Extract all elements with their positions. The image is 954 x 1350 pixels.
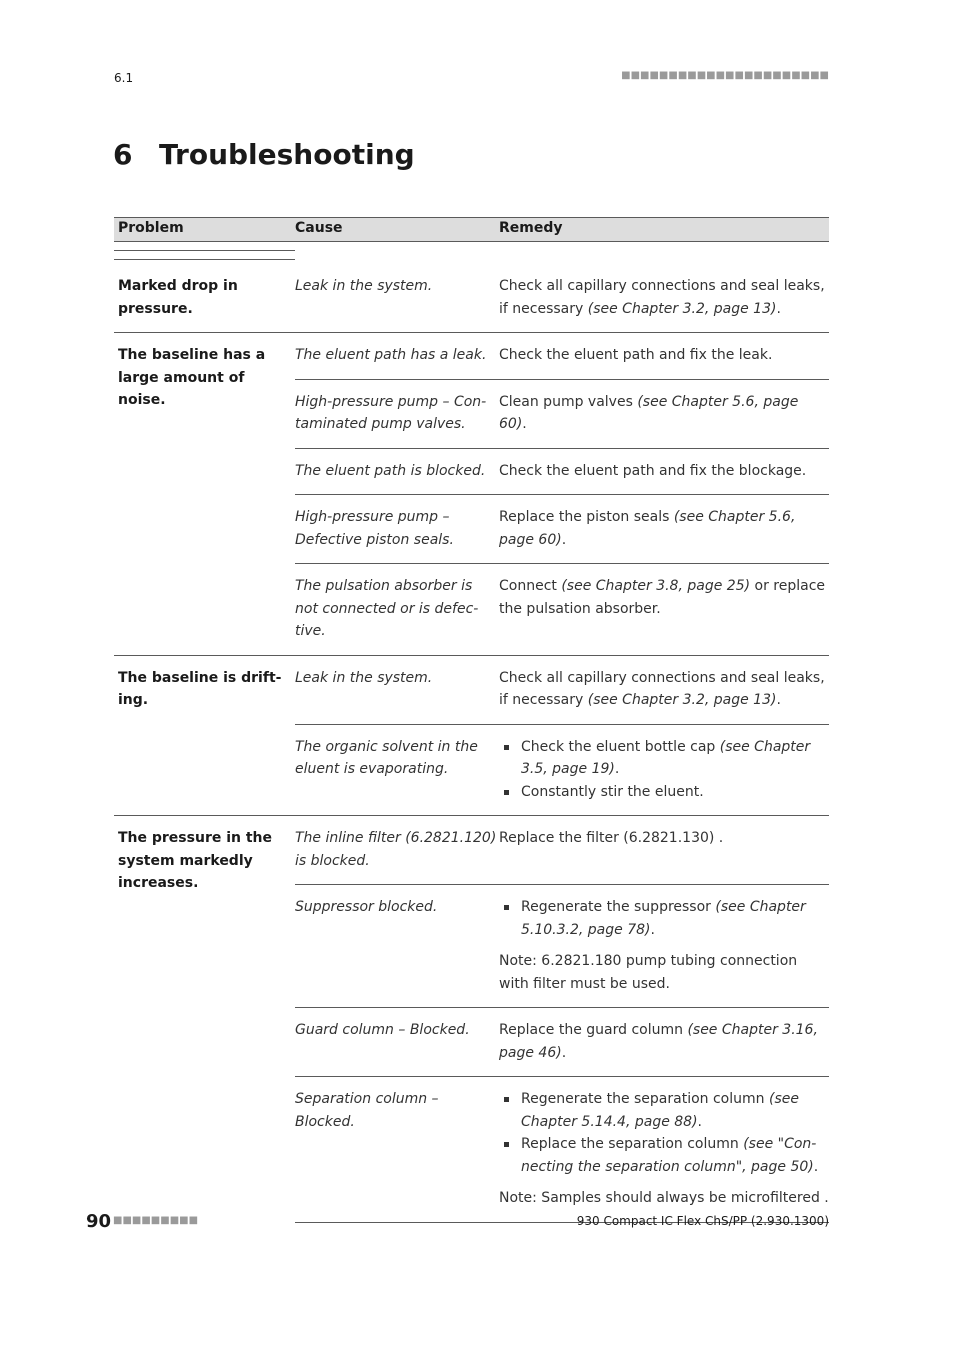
remedy-text: Replace the piston seals: [499, 509, 670, 525]
remedy-tail: .: [561, 1044, 567, 1061]
chapter-number: 6: [113, 138, 133, 171]
remedy-cell: [499, 1008, 829, 1076]
chapter-title: [113, 138, 415, 171]
header-remedy: Remedy: [499, 220, 563, 236]
remedy-cell: [499, 885, 829, 1007]
table-row: [295, 564, 829, 655]
header-problem: Problem: [118, 220, 184, 236]
remedy-tail: .: [776, 692, 781, 708]
header-separator: [114, 242, 829, 264]
remedy-tail: .: [776, 300, 781, 317]
footer-dots: ■■■■■■■■■: [113, 1215, 199, 1226]
cause-cell: Leak in the system.: [295, 278, 433, 294]
remedy-text: Check all capillary connections and seal leaks, if necessary: [499, 669, 825, 708]
table-row: [295, 333, 829, 380]
cause-cell: The eluent path is blocked.: [295, 462, 486, 479]
remedy-bullet-list: [499, 736, 829, 804]
remedy-cell: [499, 656, 829, 724]
remedy-tail: .: [561, 531, 567, 548]
table-row: [295, 380, 829, 449]
remedy-reference: (see Chapter 3.2, page 13): [587, 692, 777, 708]
remedy-note: Note: Samples should always be microfiltered .: [499, 1190, 829, 1206]
header-cause: Cause: [295, 220, 343, 236]
table-row: [295, 1077, 829, 1223]
problem-cell: Marked drop in pressure.: [118, 278, 238, 317]
remedy-text: Check all capillary connections and seal leaks, if necessary: [499, 278, 825, 317]
chapter-title-text: Troubleshooting: [159, 138, 415, 171]
table-row: [295, 264, 829, 332]
cause-cell: Separation column – Blocked.: [295, 1091, 439, 1130]
remedy-text: Connect: [499, 578, 557, 594]
remedy-cell: [499, 264, 829, 332]
cause-cell: High-pressure pump – Con-taminated pump valves.: [295, 393, 487, 432]
table-group: [114, 264, 829, 333]
cause-cell: Suppressor blocked.: [295, 899, 438, 915]
table-row: [295, 656, 829, 725]
cause-cell: Leak in the system.: [295, 669, 433, 686]
bullet-reference: (see Chapter 5.14.4, page 88): [521, 1091, 799, 1130]
remedy-note: Note: 6.2821.180 pump tubing connection with filter must be used.: [499, 953, 798, 992]
table-row: [295, 1008, 829, 1077]
cause-cell: The pulsation absorber is not connected or is defec-tive.: [295, 578, 479, 639]
problem-cell: The baseline is drift-ing.: [118, 669, 282, 708]
bullet-reference: (see Chapter 3.5, page 19): [521, 738, 811, 777]
remedy-cell: [499, 1077, 829, 1222]
cause-cell: The inline filter (6.2821.120) is blocked.: [295, 830, 497, 869]
cause-cell: The organic solvent in the eluent is evaporating.: [295, 738, 478, 777]
table-group: [114, 333, 829, 656]
remedy-reference: (see Chapter 3.8, page 25): [561, 578, 751, 594]
remedy-reference: (see Chapter 5.6, page 60): [499, 393, 799, 432]
remedy-cell: [499, 564, 829, 655]
remedy-text: Clean pump valves: [499, 393, 633, 410]
remedy-bullet-list: [499, 896, 829, 941]
list-item: [499, 1133, 829, 1178]
table-row: [295, 816, 829, 885]
problem-cell: The baseline has a large amount of noise.: [118, 347, 266, 408]
bullet-tail: .: [697, 1113, 702, 1130]
remedy-text: Replace the guard column: [499, 1022, 683, 1038]
remedy-cell: [499, 725, 829, 816]
cause-cell: The eluent path has a leak.: [295, 347, 487, 363]
footer-title: 930 Compact IC Flex ChS/PP (2.930.1300): [576, 1214, 829, 1228]
remedy-text: Check the eluent path and fix the leak.: [499, 347, 773, 363]
remedy-tail: .: [522, 416, 527, 432]
bullet-tail: .: [650, 921, 655, 938]
table-group: [114, 656, 829, 817]
problem-cell: The pressure in the system markedly increases.: [118, 830, 273, 891]
cause-cell: High-pressure pump – Defective piston seals.: [295, 509, 454, 548]
list-item: [499, 736, 829, 781]
bullet-text: Replace the separation column: [521, 1136, 739, 1152]
remedy-reference: (see Chapter 3.16, page 46): [499, 1022, 818, 1061]
table-group: [114, 816, 829, 1223]
remedy-cell: [499, 449, 829, 495]
page-number: 90: [86, 1211, 112, 1232]
bullet-reference: (see "Con-necting the separation column", page 50): [521, 1136, 817, 1175]
cause-cell: Guard column – Blocked.: [295, 1022, 470, 1038]
remedy-cell: [499, 495, 829, 563]
remedy-cell: [499, 816, 829, 884]
table-row: [295, 495, 829, 564]
bullet-text: Constantly stir the eluent.: [521, 783, 704, 800]
bullet-tail: .: [813, 1158, 819, 1175]
troubleshooting-table: [114, 217, 829, 1223]
remedy-text: Replace the filter (6.2821.130) .: [499, 830, 724, 846]
table-header: [114, 217, 829, 242]
bullet-reference: (see Chapter 5.10.3.2, page 78): [521, 899, 806, 938]
list-item: [499, 896, 829, 941]
bullet-text: Regenerate the separation column: [521, 1091, 765, 1107]
remedy-tail: or replace the pulsation absorber.: [499, 578, 826, 617]
table-body: [114, 264, 829, 1223]
remedy-bullet-list: [499, 1088, 829, 1178]
bullet-text: Regenerate the suppressor: [521, 899, 711, 915]
bullet-text: Check the eluent bottle cap: [521, 738, 716, 755]
remedy-cell: [499, 380, 829, 448]
remedy-reference: (see Chapter 5.6, page 60): [499, 509, 796, 548]
bullet-tail: .: [614, 761, 620, 777]
remedy-text: Check the eluent path and fix the blockage.: [499, 462, 807, 479]
header-dots: ■■■■■■■■■■■■■■■■■■■■■■: [621, 70, 829, 81]
table-row: [295, 885, 829, 1008]
table-row: [295, 725, 829, 816]
remedy-reference: (see Chapter 3.2, page 13): [587, 300, 777, 317]
table-row: [295, 449, 829, 496]
remedy-cell: [499, 333, 829, 379]
list-item: [499, 781, 829, 804]
list-item: [499, 1088, 829, 1133]
section-number: 6.1: [114, 71, 134, 85]
